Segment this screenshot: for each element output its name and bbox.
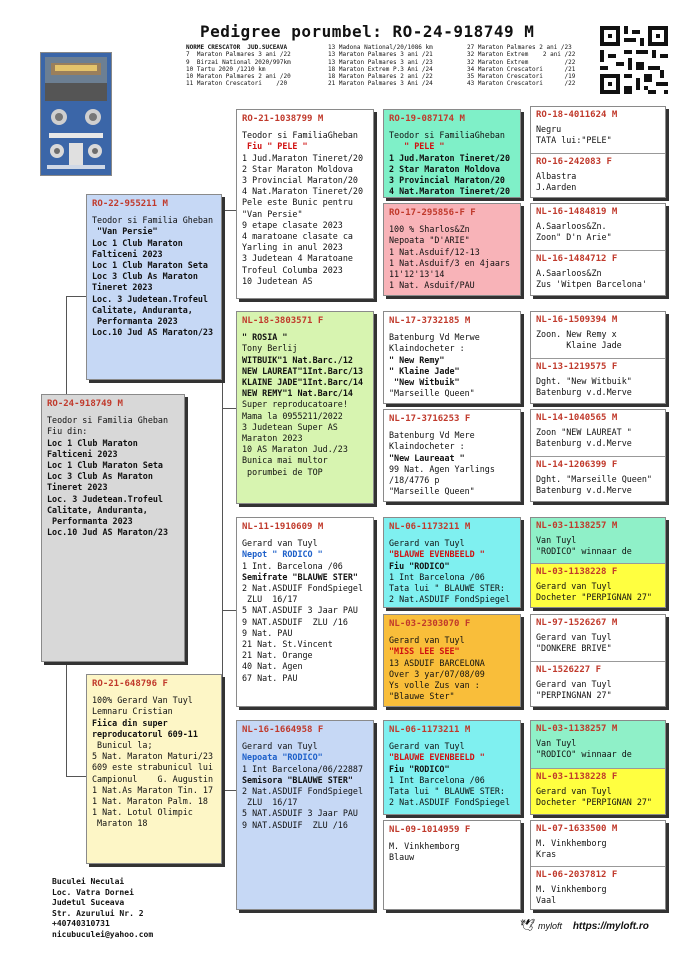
card-line: 4 maratoane clasate ca xyxy=(242,231,353,242)
card-line: 1 Int Barcelona/06/22887 xyxy=(242,763,364,774)
results-col-3 xyxy=(467,44,575,88)
card-line: Loc.10 Jud AS Maraton/23 xyxy=(92,327,214,338)
gen3-card[interactable] xyxy=(383,720,521,815)
gen4-card[interactable] xyxy=(531,518,666,563)
card-line: 1 Int Barcelona /06 xyxy=(389,774,485,785)
card-line: "RODICO" winnaar de xyxy=(536,749,632,760)
ring-number: RO-21-648796 F xyxy=(92,679,168,689)
ring-number: RO-22-955211 M xyxy=(92,199,168,209)
card-line: Over 3 yar/07/08/09 xyxy=(389,668,485,679)
card-line: 9 NAT.ASDUIF ZLU /16 xyxy=(242,819,348,830)
ring-number: NL-97-1526267 M xyxy=(536,618,618,628)
card-line: 40 Nat. Agen xyxy=(242,661,303,672)
gen3-card[interactable] xyxy=(383,614,521,707)
dam-card[interactable] xyxy=(86,674,222,864)
card-line: "Marseille Queen" xyxy=(389,486,475,497)
ring-number: NL-18-3803571 F xyxy=(242,316,324,326)
result-line: 21 Maraton Palmares 3 Ani /24 xyxy=(328,80,433,88)
card-line: 3 Provincial Maraton/20 xyxy=(242,175,358,186)
card-line: Ys volle Zus van : xyxy=(389,680,480,691)
ring-number: NL-03-1138228 F xyxy=(536,567,618,577)
gen4-pair xyxy=(530,106,666,198)
card-line: "Blauwe Ster" xyxy=(389,691,455,702)
card-line: Docheter "PERPIGNAN 27" xyxy=(536,592,652,603)
connector-line xyxy=(66,776,88,777)
contact-line: Judetul Suceava xyxy=(52,898,125,908)
card-line: Batenburg v.d.Merve xyxy=(536,438,632,449)
card-line: "PERPINGNAN 27" xyxy=(536,690,612,701)
card-line: "New Laureaat " xyxy=(389,452,465,463)
result-line: NORME CRESCATOR JUD.SUCEAVA xyxy=(186,44,288,51)
result-line: 18 Maraton Extrem P.3 Ani /24 xyxy=(328,65,433,73)
card-line: WITBUIK"1 Nat.Barc./12 xyxy=(242,354,353,365)
card-line: 1 Nat. Maraton Palm. 18 xyxy=(92,796,208,807)
ring-number: NL-16-1664958 F xyxy=(242,725,324,735)
card-line: 100% Gerard Van Tuyl xyxy=(92,695,193,706)
card-line: 609 este strabunicul lui xyxy=(92,762,214,773)
card-line: Gerard van Tuyl xyxy=(389,538,465,549)
card-line: Fiu " PELE " xyxy=(242,141,308,152)
ring-number: NL-16-1484712 F xyxy=(536,254,618,264)
contact-line[interactable]: nicubuculei@yahoo.com xyxy=(52,929,154,939)
gen4-card[interactable] xyxy=(531,615,666,661)
connector-line xyxy=(222,790,236,791)
card-line: Loc 1 Club Maraton Seta xyxy=(92,260,208,271)
card-line: Nepoata "D'ARIE" xyxy=(389,235,470,246)
gen4-card[interactable] xyxy=(531,153,666,198)
result-line: 10 Tartu 2020 /1210 km xyxy=(186,65,266,73)
ring-number: NL-03-2303070 F xyxy=(389,619,471,629)
ring-number: NL-06-1173211 M xyxy=(389,725,471,735)
card-line: 10 AS Maraton Jud./23 xyxy=(242,444,348,455)
card-line: 1 Nat. Asduif/PAU xyxy=(389,280,475,291)
card-line: "BLAUWE EVENBEELD " xyxy=(389,752,485,763)
card-line: Klaindocheter : xyxy=(389,441,465,452)
breeder-contact xyxy=(52,877,153,941)
gen4-card[interactable] xyxy=(531,410,666,456)
card-line: Fiica din super xyxy=(92,717,168,728)
result-line: 32 Maraton Extrem /22 xyxy=(467,58,576,66)
gen4-card[interactable] xyxy=(531,250,666,296)
card-line: Tineret 2023 xyxy=(92,282,153,293)
card-line: Loc.10 Jud AS Maraton/23 xyxy=(47,527,169,538)
gen4-card[interactable] xyxy=(531,661,666,707)
card-line: 1 Int. Barcelona /06 xyxy=(242,560,343,571)
card-line: Fiu "RODICO" xyxy=(389,763,450,774)
card-line: J.Aarden xyxy=(536,182,577,193)
card-line: Docheter "PERPIGNAN 27" xyxy=(536,797,652,808)
gen4-card[interactable] xyxy=(531,107,666,153)
card-line: Semifrate "BLAUWE STER" xyxy=(242,571,358,582)
card-line: 2 Nat.ASDUIF FondSpiegel xyxy=(242,583,364,594)
card-line: M. Vinkhemborg xyxy=(536,838,607,849)
brand xyxy=(520,918,649,932)
result-line: 13 Maraton Palmares 3 ani /21 xyxy=(328,51,433,59)
card-line: ZLU 16/17 xyxy=(242,797,298,808)
card-line: "RODICO" winnaar de xyxy=(536,546,632,557)
result-line: 43 Maraton Crescatori /22 xyxy=(467,80,576,88)
ring-number: NL-14-1206399 F xyxy=(536,460,618,470)
result-line: 35 Maraton Crescatori /19 xyxy=(467,73,576,81)
card-line: " ROSIA " xyxy=(242,332,288,343)
card-line: "Marseille Queen" xyxy=(389,388,475,399)
ring-number: RO-21-1038799 M xyxy=(242,114,324,124)
card-line: 1 Nat.As Maraton Tin. 17 xyxy=(92,784,214,795)
granddam-paternal-card[interactable] xyxy=(236,311,374,504)
card-line: " New Remy" xyxy=(389,354,445,365)
gen4-pair xyxy=(530,614,666,707)
card-line: "Van Persie" xyxy=(242,208,303,219)
gen3-card[interactable] xyxy=(383,311,521,404)
contact-line: Str. Azurului Nr. 2 xyxy=(52,908,144,918)
card-line: Super reproducatoare! xyxy=(242,399,348,410)
card-line: Nepot " RODICO " xyxy=(242,549,323,560)
card-line: Bunica mai multor xyxy=(242,455,328,466)
card-line: 5 NAT.ASDUIF 3 Jaar PAU xyxy=(242,605,358,616)
ring-number: NL-09-1014959 F xyxy=(389,825,471,835)
card-line: Bunicul la; xyxy=(92,740,153,751)
card-line: " PELE " xyxy=(389,141,445,152)
card-line: Zoon. New Remy x xyxy=(536,329,617,340)
card-line: Maraton 2023 xyxy=(242,433,303,444)
grandsire-maternal-card[interactable] xyxy=(236,517,374,707)
ring-number: NL-11-1910609 M xyxy=(242,522,324,532)
card-line: Loc 1 Club Maraton xyxy=(92,237,183,248)
ring-number: RO-16-242083 F xyxy=(536,157,612,167)
gen4-card[interactable] xyxy=(531,456,666,502)
card-line: Klaine Jade xyxy=(536,340,622,351)
ring-number: RO-24-918749 M xyxy=(47,399,123,409)
gen3-card[interactable] xyxy=(383,517,521,608)
card-line: Gerard van Tuyl xyxy=(389,741,465,752)
card-line: "DONKERE BRIVE" xyxy=(536,643,612,654)
card-line: 1 Jud.Maraton Tineret/20 xyxy=(389,152,511,163)
card-line: 2 Star Maraton Moldova xyxy=(242,163,353,174)
ring-number: NL-14-1040565 M xyxy=(536,413,618,423)
result-line: 34 Maraton Crescatori /21 xyxy=(467,65,576,73)
gen3-card[interactable] xyxy=(383,820,521,910)
card-line: Semisora "BLAUWE STER" xyxy=(242,774,353,785)
gen4-pair xyxy=(530,311,666,404)
card-line: Yarling in anul 2023 xyxy=(242,242,343,253)
card-line: 100 % Sharlos&Zn xyxy=(389,224,470,235)
brand-url[interactable]: https://myloft.ro xyxy=(572,921,649,932)
result-line: 32 Maraton Extrem 2 ani /22 xyxy=(467,51,576,59)
qr-code-icon xyxy=(600,26,668,94)
card-line: Fiu "RODICO" xyxy=(389,560,450,571)
card-line: Calitate, Anduranta, xyxy=(47,504,148,515)
card-line: Klaindocheter : xyxy=(389,343,465,354)
ring-number: NL-17-3716253 F xyxy=(389,414,471,424)
card-line: NEW LAUREAT"1Int.Barc/13 xyxy=(242,365,364,376)
card-line: KLAINE JADE"1Int.Barc/14 xyxy=(242,377,364,388)
brand-logo-text: myloft xyxy=(538,921,563,931)
card-line: Loc 3 Club As Maraton xyxy=(92,271,198,282)
granddam-maternal-card[interactable] xyxy=(236,720,374,910)
gen4-card[interactable] xyxy=(531,721,666,768)
bird-logo-icon: 🕊 xyxy=(520,918,536,932)
card-line: Tineret 2023 xyxy=(47,482,108,493)
card-line: 2 Star Maraton Moldova xyxy=(389,163,500,174)
card-line: porumbei de TOP xyxy=(242,466,323,477)
gen3-card[interactable] xyxy=(383,109,521,198)
gen4-card[interactable] xyxy=(531,358,666,404)
connector-line xyxy=(222,610,236,611)
ring-number: NL-16-1509394 M xyxy=(536,315,618,325)
subject-pigeon-card[interactable] xyxy=(41,394,185,662)
card-line: Blauw xyxy=(389,852,415,863)
card-line: 4 Nat.Maraton Tineret/20 xyxy=(242,186,364,197)
ring-number: RO-19-087174 M xyxy=(389,114,465,124)
result-line: 11 Maraton Crescatori /20 xyxy=(186,80,288,88)
card-line: Batenburg v.d.Merve xyxy=(536,387,632,398)
card-line: Gerard van Tuyl xyxy=(536,632,612,643)
contact-line: +40740310731 xyxy=(52,919,110,929)
connector-line xyxy=(222,210,223,610)
card-line: A.Saarloos&Zn xyxy=(536,268,602,279)
gen4-pair xyxy=(530,820,666,910)
contact-line: Buculei Neculai xyxy=(52,877,125,886)
card-line: Gerard van Tuyl xyxy=(536,786,612,797)
card-line: Gerard van Tuyl xyxy=(536,679,612,690)
card-line: TATA lui:"PELE" xyxy=(536,135,612,146)
ring-number: RO-17-295856-F F xyxy=(389,208,476,218)
gen4-pair xyxy=(530,720,666,815)
card-line: Gerard van Tuyl xyxy=(536,581,612,592)
card-line: 4 Nat.Maraton Tineret/20 xyxy=(389,186,511,197)
card-line: Gerard van Tuyl xyxy=(389,635,465,646)
card-line: Campionul G. Augustin xyxy=(92,773,214,784)
card-line: Zoon" D'n Arie" xyxy=(536,232,612,243)
card-line: Kras xyxy=(536,849,557,860)
card-line: "MISS LEE SEE" xyxy=(389,646,460,657)
loft-photo xyxy=(40,52,112,176)
ring-number: NL-13-1219575 F xyxy=(536,362,618,372)
gen4-card[interactable] xyxy=(531,768,666,815)
card-line: reproducatorul 609-11 xyxy=(92,728,198,739)
card-line: Loc 1 Club Maraton Seta xyxy=(47,460,163,471)
card-line: Albastra xyxy=(536,171,577,182)
card-line: Dght. "Marseille Queen" xyxy=(536,474,652,485)
ring-number: NL-03-1138257 M xyxy=(536,521,618,531)
card-line: Lemnaru Cristian xyxy=(92,706,173,717)
gen4-pair xyxy=(530,409,666,502)
card-line: 2 Nat.ASDUIF FondSpiegel xyxy=(389,797,511,808)
card-line: Gerard van Tuyl xyxy=(242,538,318,549)
ring-number: NL-07-1633500 M xyxy=(536,824,618,834)
ring-number: NL-16-1484819 M xyxy=(536,207,618,217)
result-line: 27 Maraton Palmares 2 ani /23 xyxy=(467,44,572,51)
card-line: Van Tuyl xyxy=(536,738,577,749)
connector-line xyxy=(222,610,223,790)
card-line: 21 Nat. Orange xyxy=(242,650,313,661)
card-line: 1 Int Barcelona /06 xyxy=(389,571,485,582)
card-line: Batenburg Vd Mere xyxy=(389,430,475,441)
card-line: 10 Judetean AS xyxy=(242,275,313,286)
card-line: M. Vinkhemborg xyxy=(389,841,460,852)
card-line: 1 Nat.Asduif/3 en 4jaars xyxy=(389,257,511,268)
connector-line xyxy=(66,296,88,297)
result-line: 13 Madona National/20/1086 km xyxy=(328,44,433,51)
card-line: 9 NAT.ASDUIF ZLU /16 xyxy=(242,616,348,627)
card-line: 9 Nat. PAU xyxy=(242,627,293,638)
card-line: 1 Nat. Lotul Olimpic xyxy=(92,807,193,818)
result-line: 7 Maraton Palmares 3 ani /22 xyxy=(186,51,291,59)
card-line: 5 Nat. Maraton Maturi/23 xyxy=(92,751,214,762)
card-line: 99 Nat. Agen Yarlings xyxy=(389,463,495,474)
card-line: Teodor si Familia Gheban xyxy=(47,415,169,426)
card-line: Nepoata "RODICO" xyxy=(242,752,323,763)
gen4-card[interactable] xyxy=(531,204,666,250)
connector-line xyxy=(222,408,236,409)
grandsire-paternal-card[interactable] xyxy=(236,109,374,299)
result-line: 13 Maraton Palmares 3 ani /23 xyxy=(328,58,433,66)
result-line: 10 Maraton Palmares 2 ani /20 xyxy=(186,73,291,81)
card-line: 9 etape clasate 2023 xyxy=(242,219,343,230)
result-line: 9 Birzai National 2020/997km xyxy=(186,58,291,66)
card-line: Van Tuyl xyxy=(536,535,577,546)
card-line: 13 ASDUIF BARCELONA xyxy=(389,657,485,668)
results-col-2 xyxy=(328,44,433,88)
card-line: 21 Nat. St.Vincent xyxy=(242,639,333,650)
gen4-card[interactable] xyxy=(531,312,666,358)
card-line: 67 Nat. PAU xyxy=(242,672,298,683)
card-line: Calitate, Anduranta, xyxy=(92,304,193,315)
card-line: 3 Judetean Super AS xyxy=(242,421,338,432)
gen4-card[interactable] xyxy=(531,563,666,608)
ring-number: RO-18-4011624 M xyxy=(536,110,618,120)
ring-number: NL-06-2037812 F xyxy=(536,870,618,880)
card-line: Dght. "New Witbuik" xyxy=(536,376,632,387)
card-line: Falticeni 2023 xyxy=(47,448,118,459)
card-line: Teodor si FamiliaGheban xyxy=(389,130,505,141)
card-line: Batenburg Vd Merwe xyxy=(389,332,480,343)
card-line: Vaal xyxy=(536,895,557,906)
card-line: 3 Judetean 4 Maratoane xyxy=(242,253,353,264)
card-line: Batenburg v.d.Merve xyxy=(536,485,632,496)
card-line: NEW REMY"1 Nat.Barc/14 xyxy=(242,388,353,399)
ring-number: NL-1526227 F xyxy=(536,665,602,675)
card-line: Pele este Bunic pentru xyxy=(242,197,353,208)
page-title: Pedigree porumbel: RO-24-918749 M xyxy=(200,22,535,41)
card-line: Tata lui " BLAUWE STER: xyxy=(389,786,505,797)
card-line: 2 Nat.ASDUIF FondSpiegel xyxy=(389,594,511,605)
card-line: ZLU 16/17 xyxy=(242,594,298,605)
gen4-pair xyxy=(530,203,666,296)
card-line: Trofeul Columba 2023 xyxy=(242,264,343,275)
card-line: "Van Persie" xyxy=(92,226,158,237)
card-line: Negru xyxy=(536,124,562,135)
card-line: Fiu din: xyxy=(47,426,88,437)
ring-number: NL-03-1138228 F xyxy=(536,772,618,782)
card-line: "New Witbuik" xyxy=(389,377,460,388)
card-line: Tony Berlij xyxy=(242,343,298,354)
card-line: Maraton 18 xyxy=(92,818,148,829)
sire-card[interactable] xyxy=(86,194,222,380)
card-line: Loc 3 Club As Maraton xyxy=(47,471,153,482)
gen3-card[interactable] xyxy=(383,409,521,502)
card-line: M. Vinkhemborg xyxy=(536,884,607,895)
card-line: Zus 'Witpen Barcelona' xyxy=(536,279,647,290)
card-line: Loc. 3 Judetean.Trofeul xyxy=(92,293,208,304)
card-line: /18/4776 p xyxy=(389,475,440,486)
card-line: " Klaine Jade" xyxy=(389,365,460,376)
results-col-1 xyxy=(186,44,291,88)
card-line: A.Saarloos&Zn. xyxy=(536,221,607,232)
ring-number: NL-03-1138257 M xyxy=(536,724,618,734)
card-line: Performanta 2023 xyxy=(92,316,178,327)
card-line: 1 Nat.Asduif/12-13 xyxy=(389,246,480,257)
card-line: 11'12'13'14 xyxy=(389,269,445,280)
gen4-card[interactable] xyxy=(531,866,666,910)
connector-line xyxy=(222,210,236,211)
gen4-pair xyxy=(530,517,666,608)
card-line: Teodor si FamiliaGheban xyxy=(242,130,358,141)
card-line: Loc. 3 Judetean.Trofeul xyxy=(47,493,163,504)
card-line: Zoon "NEW LAUREAT " xyxy=(536,427,632,438)
card-line: Tata lui " BLAUWE STER: xyxy=(389,583,505,594)
gen4-card[interactable] xyxy=(531,821,666,866)
card-line: Teodor si Familia Gheban xyxy=(92,215,214,226)
card-line: 5 NAT.ASDUIF 3 Jaar PAU xyxy=(242,808,358,819)
card-line: Gerard van Tuyl xyxy=(242,741,318,752)
card-line: Mama la 0955211/2022 xyxy=(242,410,343,421)
contact-line: Loc. Vatra Dornei xyxy=(52,887,134,897)
card-line: "BLAUWE EVENBEELD " xyxy=(389,549,485,560)
card-line: Performanta 2023 xyxy=(47,516,133,527)
ring-number: NL-06-1173211 M xyxy=(389,522,471,532)
card-line: 3 Provincial Maraton/20 xyxy=(389,175,505,186)
card-line: 2 Nat.ASDUIF FondSpiegel xyxy=(242,786,364,797)
card-line: Falticeni 2023 xyxy=(92,248,163,259)
card-line: 1 Jud.Maraton Tineret/20 xyxy=(242,152,364,163)
card-line: Loc 1 Club Maraton xyxy=(47,437,138,448)
gen3-card[interactable] xyxy=(383,203,521,296)
ring-number: NL-17-3732185 M xyxy=(389,316,471,326)
result-line: 18 Maraton Palmares 2 ani /22 xyxy=(328,73,433,81)
